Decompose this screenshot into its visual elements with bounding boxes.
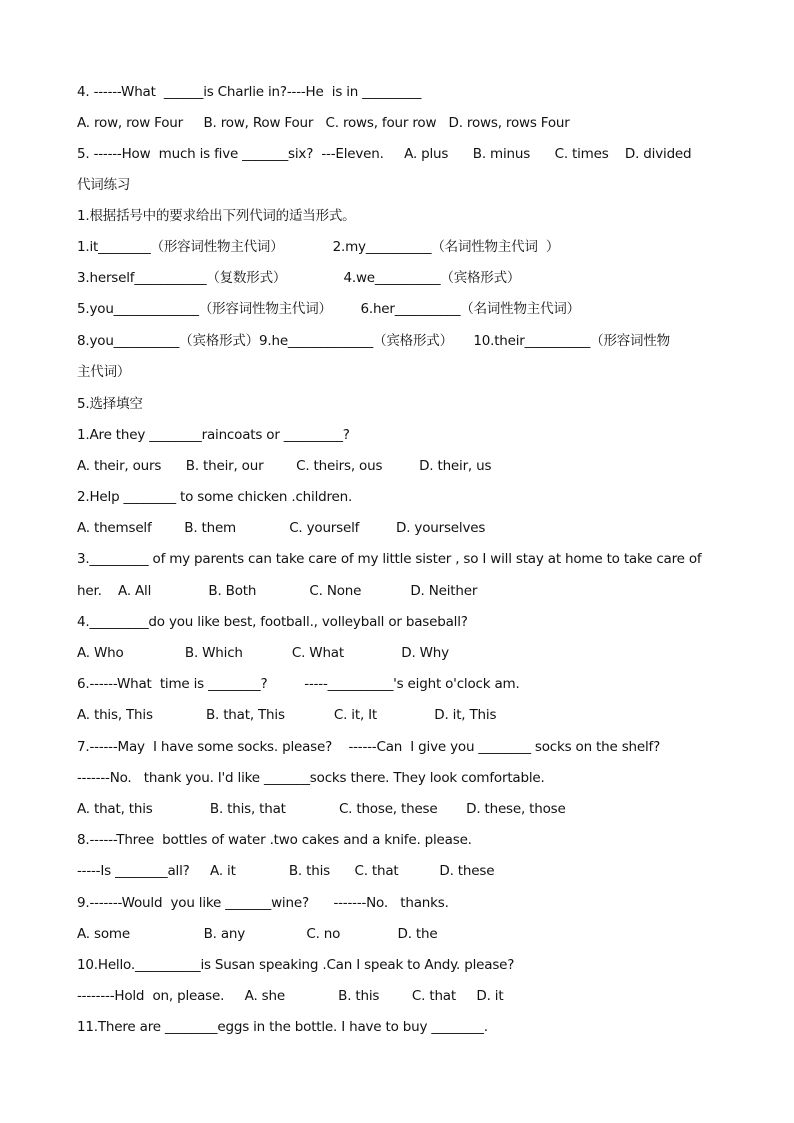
pronoun-row-1: 1.it________（形容词性物主代词） 2.my__________（名词性物主代词 ） [77, 239, 560, 255]
choice-question-7-reply: -------No. thank you. I'd like _______socks there. They look comfortable. [77, 770, 545, 786]
question-5-line: 5. ------How much is five _______six? ---Eleven. A. plus B. minus C. times D. divided [77, 146, 692, 162]
choice-question-4: 4._________do you like best, football., volleyball or baseball? [77, 614, 468, 630]
choice-question-7: 7.------May I have some socks. please? ------Can I give you ________ socks on the shelf? [77, 739, 661, 755]
choice-question-9-options: A. some B. any C. no D. the [77, 926, 438, 942]
choice-question-3: 3._________ of my parents can take care of my little sister , so I will stay at home to take care of [77, 551, 702, 567]
section-heading-pronouns: 代词练习 [77, 177, 131, 193]
choice-question-10: 10.Hello.__________is Susan speaking .Can I speak to Andy. please? [77, 957, 515, 973]
pronoun-row-4: 8.you__________（宾格形式）9.he_____________（宾格形式） 10.their__________（形容词性物 [77, 333, 670, 349]
pronoun-row-3: 5.you_____________（形容词性物主代词） 6.her__________（名词性物主代词） [77, 301, 580, 317]
pronoun-row-4-continued: 主代词） [77, 364, 131, 380]
pronoun-row-2: 3.herself___________（复数形式） 4.we__________（宾格形式） [77, 270, 521, 286]
pronoun-instruction: 1.根据括号中的要求给出下列代词的适当形式。 [77, 208, 356, 224]
choice-question-2: 2.Help ________ to some chicken .children. [77, 489, 353, 505]
choice-question-10-options: --------Hold on, please. A. she B. this C. that D. it [77, 988, 504, 1004]
choice-question-1: 1.Are they ________raincoats or _________? [77, 427, 350, 443]
choice-question-11: 11.There are ________eggs in the bottle. I have to buy ________. [77, 1019, 488, 1035]
question-4-options: A. row, row Four B. row, Row Four C. rows, four row D. rows, rows Four [77, 115, 570, 131]
choice-question-1-options: A. their, ours B. their, our C. theirs, ous D. their, us [77, 458, 492, 474]
question-4-line: 4. ------What ______is Charlie in?----He is in _________ [77, 84, 422, 100]
choice-question-3-options: her. A. All B. Both C. None D. Neither [77, 583, 478, 599]
choice-question-4-options: A. Who B. Which C. What D. Why [77, 645, 449, 661]
choice-question-7-options: A. that, this B. this, that C. those, these D. these, those [77, 801, 566, 817]
section-heading-choice: 5.选择填空 [77, 396, 143, 412]
choice-question-9: 9.-------Would you like _______wine? -------No. thanks. [77, 895, 449, 911]
choice-question-6-options: A. this, This B. that, This C. it, It D. it, This [77, 707, 497, 723]
choice-question-8-options: -----Is ________all? A. it B. this C. that D. these [77, 863, 495, 879]
choice-question-2-options: A. themself B. them C. yourself D. yourselves [77, 520, 486, 536]
choice-question-8: 8.------Three bottles of water .two cakes and a knife. please. [77, 832, 472, 848]
choice-question-6: 6.------What time is ________? -----__________'s eight o'clock am. [77, 676, 520, 692]
